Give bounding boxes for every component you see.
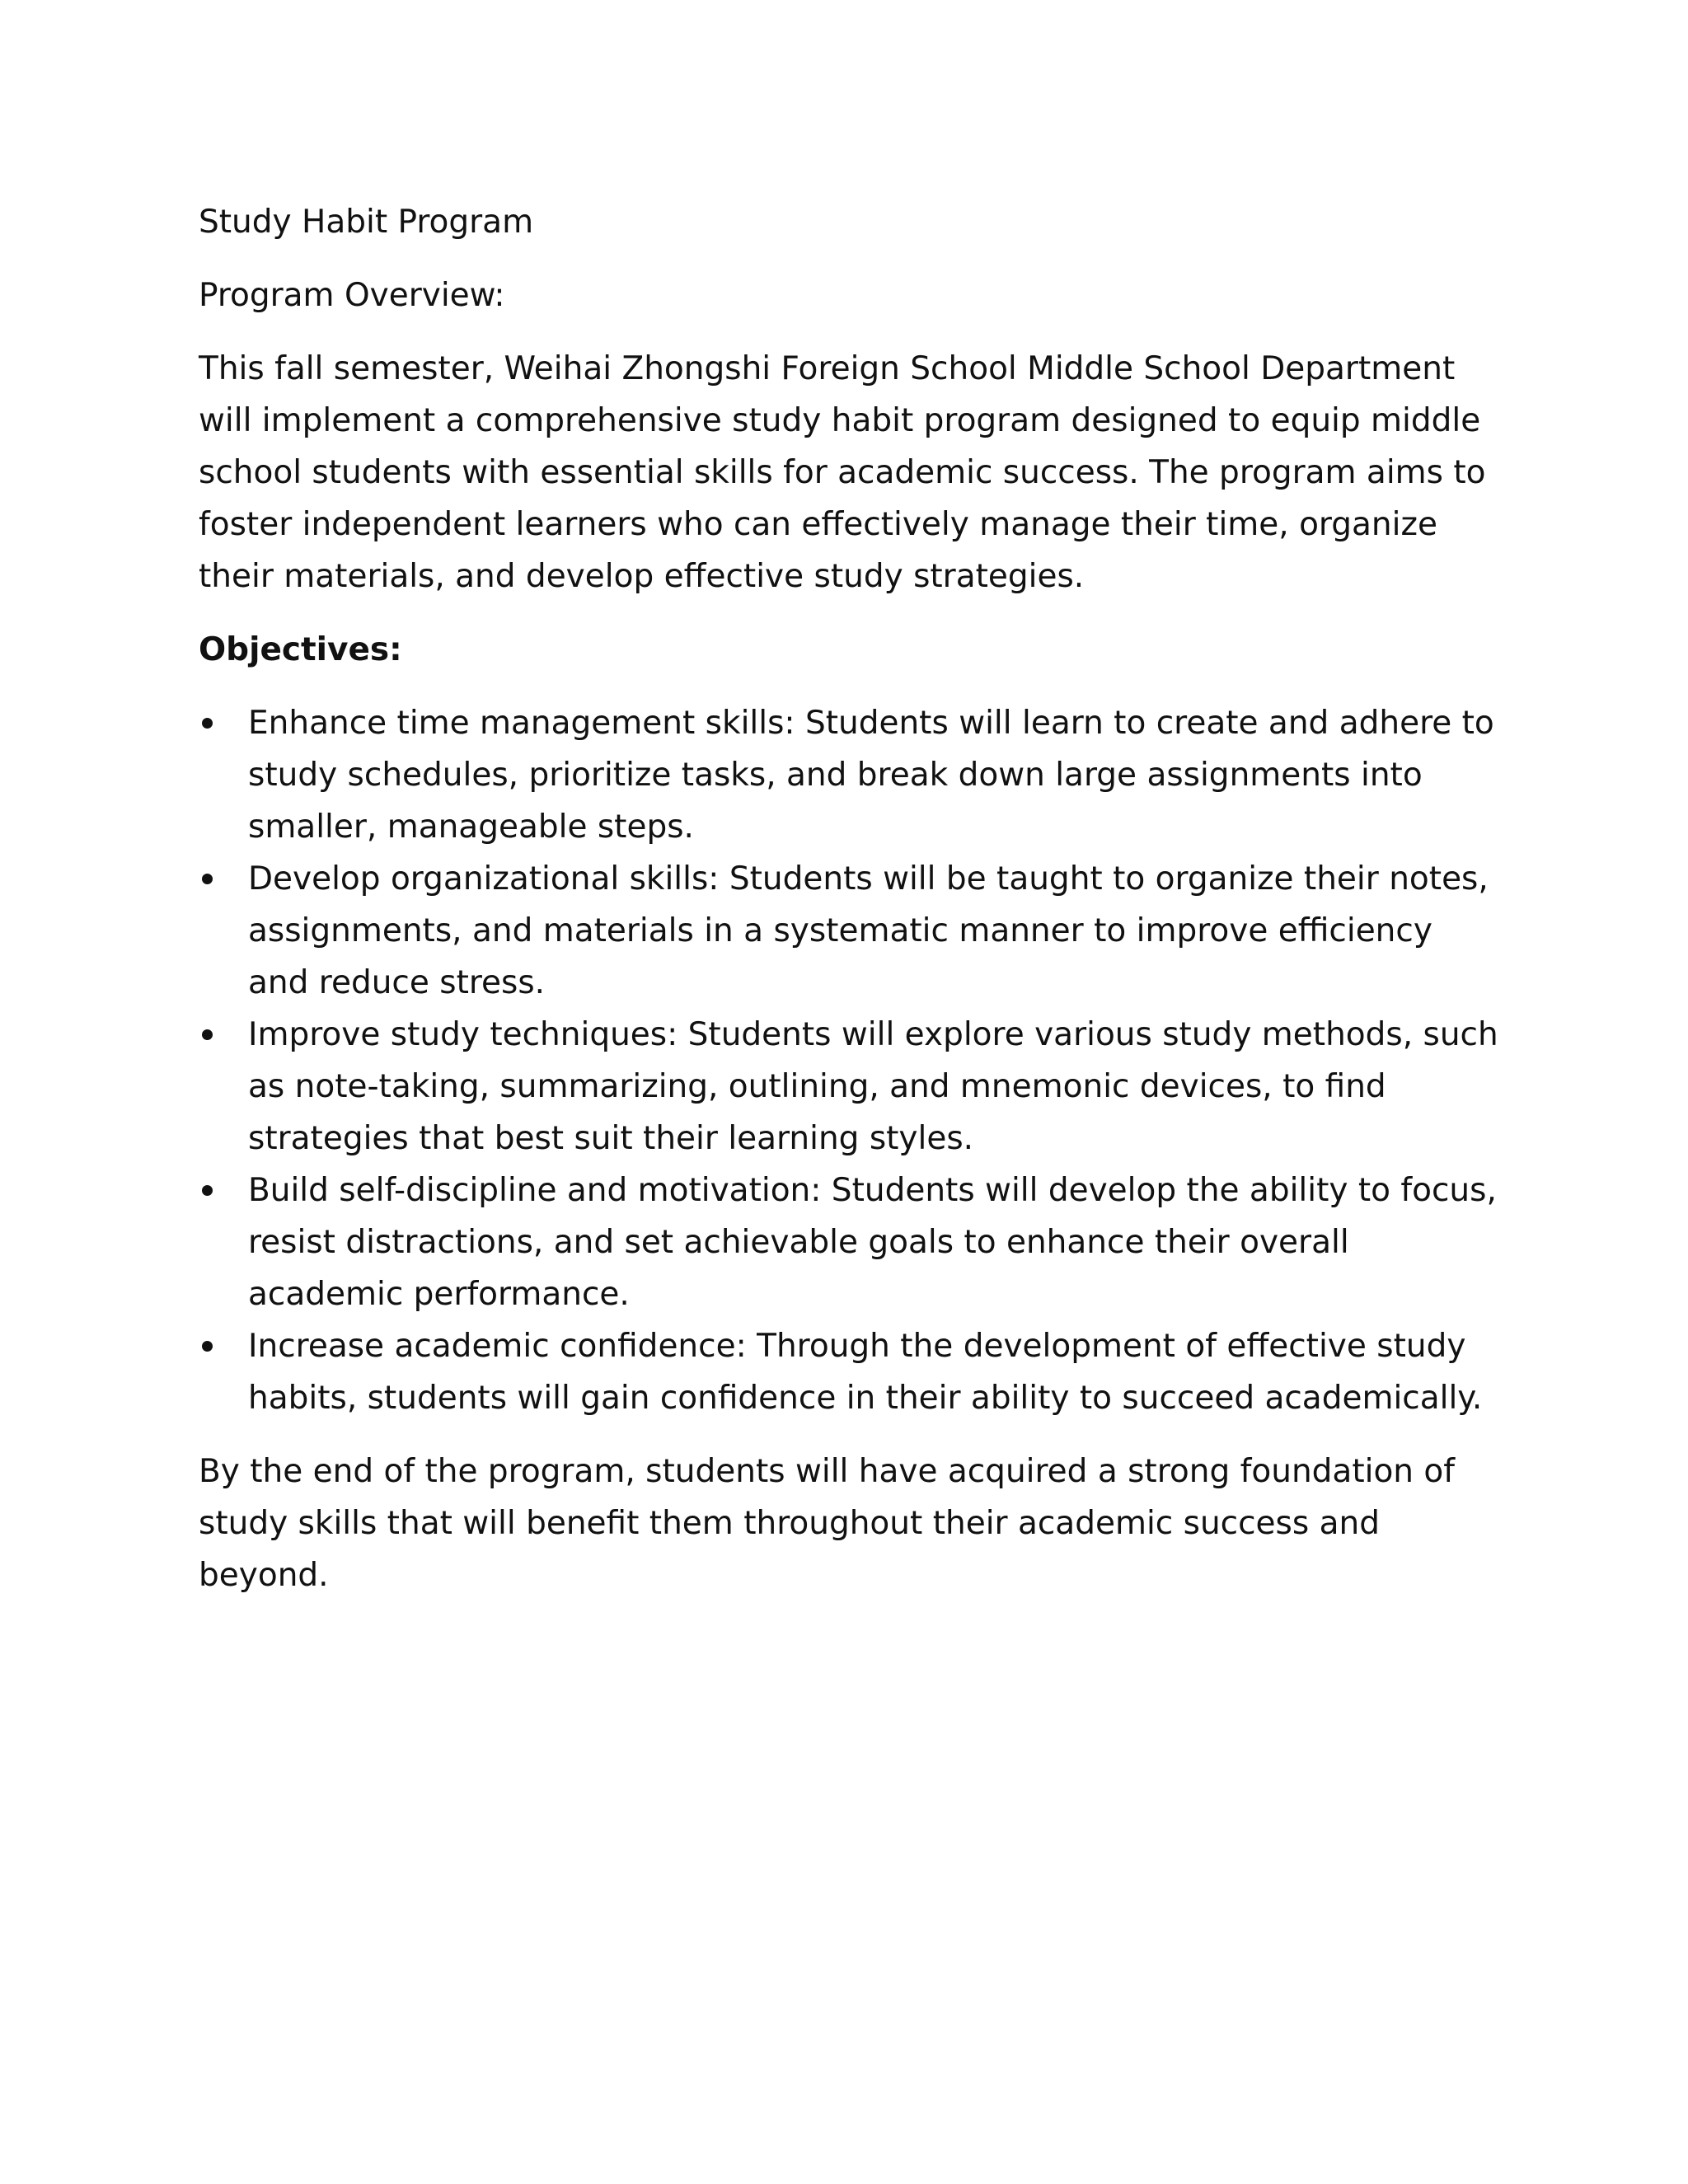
- list-item: [199, 1009, 1501, 1165]
- overview-heading: Program Overview:: [199, 277, 505, 314]
- bullet-icon: [202, 718, 213, 729]
- overview-paragraph: This fall semester, Weihai Zhongshi Foreign School Middle School Department will implement a comprehensive study habit program designed to equip middle school students with essential skills for academic success. The program aims to foster independent learners who can effectively manage their time, organize their materials, and develop effective study strategies.: [199, 350, 1486, 595]
- objectives-heading: Objectives:: [199, 631, 402, 668]
- bullet-icon: [202, 1185, 213, 1196]
- list-item: [199, 853, 1501, 1009]
- objective-text: Develop organizational skills: Students will be taught to organize their notes, assignments, and materials in a systematic manner to improve efficiency and reduce stress.: [248, 860, 1489, 1001]
- bullet-icon: [202, 1341, 213, 1352]
- document-title: Study Habit Program: [199, 204, 534, 241]
- bullet-icon: [202, 1029, 213, 1040]
- objective-text: Improve study techniques: Students will explore various study methods, such as note-taking, summarizing, outlining, and mnemonic devices, to find strategies that best suit their learning styles.: [248, 1016, 1498, 1157]
- objective-text: Build self-discipline and motivation: Students will develop the ability to focus, resist distractions, and set achievable goals to enhance their overall academic performance.: [248, 1172, 1497, 1313]
- document-page: [199, 196, 1501, 1623]
- list-item: [199, 697, 1501, 853]
- conclusion-paragraph: By the end of the program, students will have acquired a strong foundation of study skills that will benefit them throughout their academic success and beyond.: [199, 1453, 1456, 1594]
- bullet-icon: [202, 874, 213, 884]
- list-item: [199, 1320, 1501, 1424]
- objective-text: Enhance time management skills: Students will learn to create and adhere to study schedules, prioritize tasks, and break down large assignments into smaller, manageable steps.: [248, 705, 1494, 846]
- list-item: [199, 1165, 1501, 1320]
- objectives-list: [199, 697, 1501, 1424]
- objective-text: Increase academic confidence: Through the development of effective study habits, students will gain confidence in their ability to succeed academically.: [248, 1328, 1483, 1417]
